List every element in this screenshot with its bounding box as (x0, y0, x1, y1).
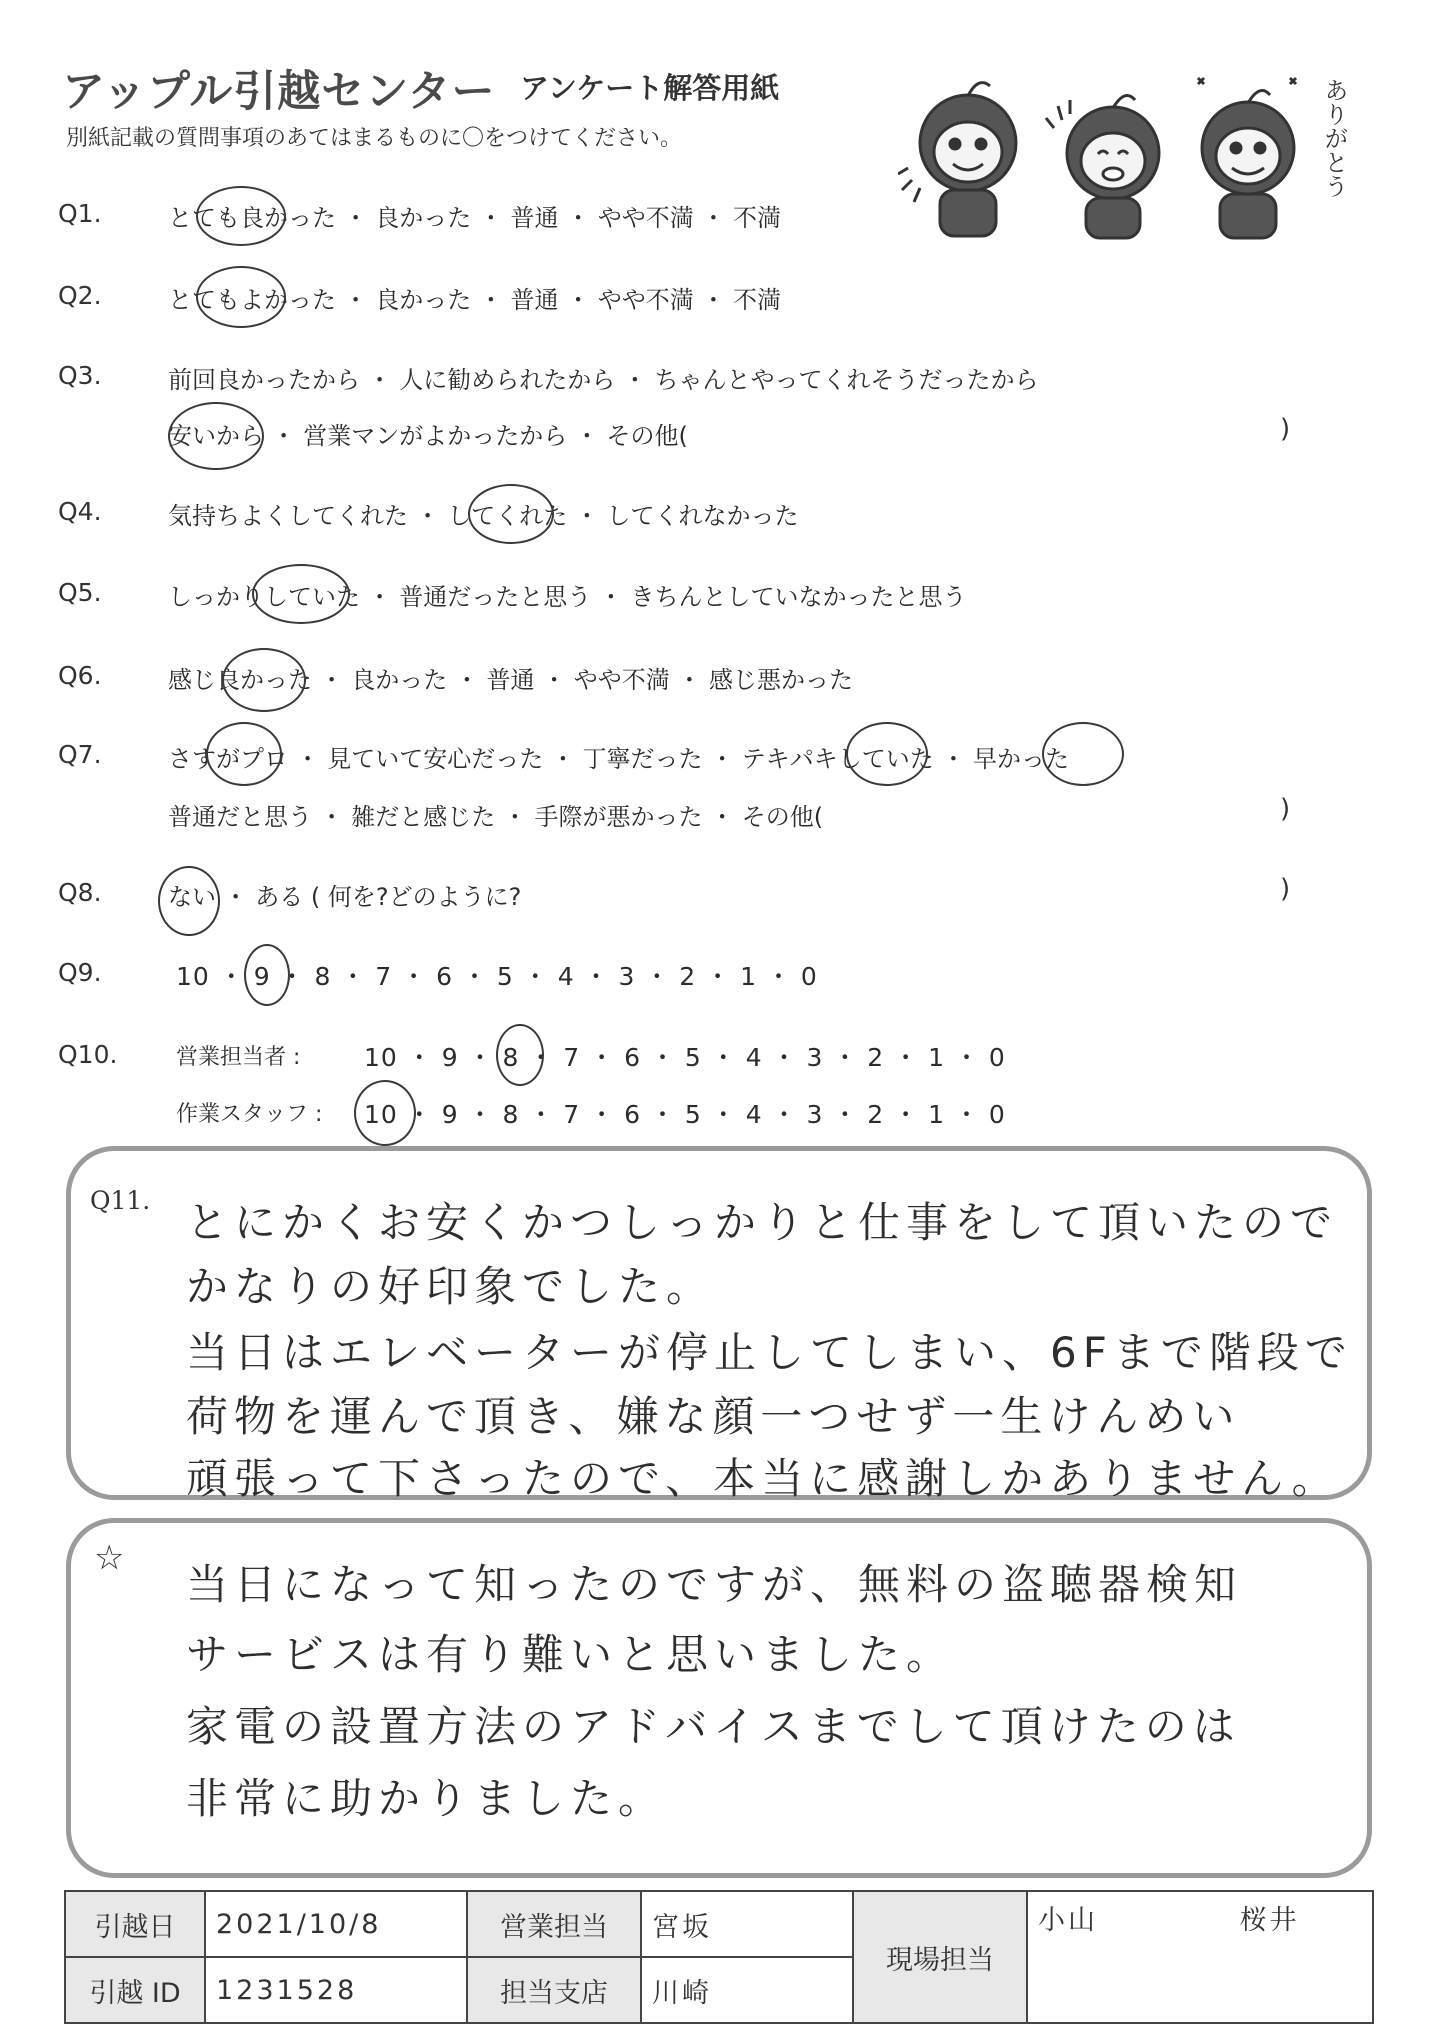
q8-label: Q8. (58, 878, 102, 907)
site-staff-2: 桜井 (1239, 1905, 1300, 1936)
q7-circle-mark-tekipaki (846, 722, 928, 786)
extra-line-4: 非常に助かりました。 (186, 1774, 667, 1823)
q10-staff-label: 作業スタッフ : (176, 1102, 323, 1127)
thanks-text: ありがとう (1320, 78, 1348, 198)
q5-label: Q5. (58, 578, 102, 607)
q5-circle-mark (252, 564, 350, 624)
q6-circle-mark (222, 648, 306, 712)
q2-circle-mark (196, 266, 286, 328)
q7-circle-mark-hayakatta (1042, 722, 1124, 786)
q5-options: しっかりしていた ・ 普通だったと思う ・ きちんとしていなかったと思う (168, 583, 967, 611)
q7-circle-mark-pro (206, 722, 282, 786)
extra-line-3: 家電の設置方法のアドバイスまでして頂けたのは (186, 1702, 1241, 1751)
monkey-mascot-2 (1046, 96, 1159, 239)
q10-label: Q10. (58, 1040, 118, 1069)
q9-label: Q9. (58, 958, 102, 987)
monkey-mascot-3 (1198, 78, 1296, 238)
q3-options-line2: 安いから ・ 営業マンがよかったから ・ その他( (168, 422, 688, 450)
footer-info-table (64, 1890, 1374, 2024)
q4-circle-mark (468, 484, 554, 544)
q7-options-line1: さすがプロ ・ 見ていて安心だった ・ 丁寧だった ・ テキパキしていた ・ 早かった (168, 745, 1070, 773)
star-icon: ☆ (94, 1538, 125, 1578)
branch-label: 担当支店 (467, 1957, 641, 2023)
form-subtitle: アンケート解答用紙 (520, 71, 780, 105)
extra-line-1: 当日になって知ったのですが、無料の盗聴器検知 (186, 1560, 1243, 1609)
q4-label: Q4. (58, 497, 102, 526)
q7-close-paren: ) (1280, 794, 1291, 824)
q6-label: Q6. (58, 661, 102, 690)
move-id-value: 1231528 (205, 1957, 467, 2023)
q11-line-1: とにかくお安くかつしっかりと仕事をして頂いたので (186, 1198, 1339, 1247)
q9-circle-mark (244, 944, 290, 1006)
branch-value: 川崎 (641, 1957, 853, 2023)
q8-options: ない ・ ある ( 何を?どのように? (168, 883, 522, 911)
site-staff-label: 現場担当 (853, 1891, 1027, 2023)
q11-label: Q11. (90, 1186, 151, 1215)
q10-sales-label: 営業担当者 : (176, 1045, 301, 1070)
q3-options-line1: 前回良かったから ・ 人に勧められたから ・ ちゃんとやってくれそうだったから (168, 366, 1039, 394)
q3-circle-mark (168, 402, 264, 470)
q7-options-line2: 普通だと思う ・ 雑だと感じた ・ 手際が悪かった ・ その他( (168, 803, 824, 831)
q10-sales-circle-mark (496, 1024, 544, 1086)
q2-label: Q2. (58, 281, 102, 310)
q11-line-5: 頑張って下さったので、本当に感謝しかありません。 (186, 1454, 1340, 1503)
sales-rep-value: 宮坂 (641, 1891, 853, 1957)
monkey-mascot-1 (898, 83, 1016, 236)
q8-close-paren: ) (1280, 874, 1291, 904)
q9-scale: 10 ・ 9 ・ 8 ・ 7 ・ 6 ・ 5 ・ 4 ・ 3 ・ 2 ・ 1 ・ 0 (176, 962, 818, 991)
extra-line-2: サービスは有り難いと思いました。 (186, 1630, 955, 1679)
q8-circle-mark (158, 866, 220, 936)
q1-circle-mark (196, 186, 286, 246)
q1-label: Q1. (58, 199, 102, 228)
q7-label: Q7. (58, 740, 102, 769)
q4-options: 気持ちよくしてくれた ・ してくれた ・ してくれなかった (168, 502, 799, 530)
instruction-text: 別紙記載の質問事項のあてはまるものに〇をつけてください。 (66, 126, 683, 151)
q3-label: Q3. (58, 361, 102, 390)
q2-options: とてもよかった ・ 良かった ・ 普通 ・ やや不満 ・ 不満 (168, 286, 782, 314)
site-staff-1: 小山 (1038, 1905, 1098, 1936)
monkey-mascots-illustration (898, 48, 1353, 248)
move-date-label: 引越日 (65, 1891, 205, 1957)
company-title: アップル引越センター (62, 67, 496, 117)
move-date-value: 2021/10/8 (205, 1891, 467, 1957)
q3-close-paren: ) (1280, 414, 1291, 444)
q6-options: 感じ良かった ・ 良かった ・ 普通 ・ やや不満 ・ 感じ悪かった (168, 666, 854, 694)
move-id-label: 引越 ID (65, 1957, 205, 2023)
q11-line-2: かなりの好印象でした。 (186, 1262, 715, 1311)
q11-line-4: 荷物を運んで頂き、嫌な顔一つせず一生けんめい (186, 1392, 1241, 1441)
q10-staff-circle-mark (354, 1080, 416, 1146)
q10-sales-scale: 10 ・ 9 ・ 8 ・ 7 ・ 6 ・ 5 ・ 4 ・ 3 ・ 2 ・ 1 ・ 0 (364, 1043, 1006, 1072)
q11-line-3: 当日はエレベーターが停止してしまい、6Fまで階段で (186, 1328, 1353, 1377)
sales-rep-label: 営業担当 (467, 1891, 641, 1957)
q10-staff-scale: 10 ・ 9 ・ 8 ・ 7 ・ 6 ・ 5 ・ 4 ・ 3 ・ 2 ・ 1 ・ 0 (364, 1100, 1006, 1129)
q1-options: とても良かった ・ 良かった ・ 普通 ・ やや不満 ・ 不満 (168, 204, 782, 232)
